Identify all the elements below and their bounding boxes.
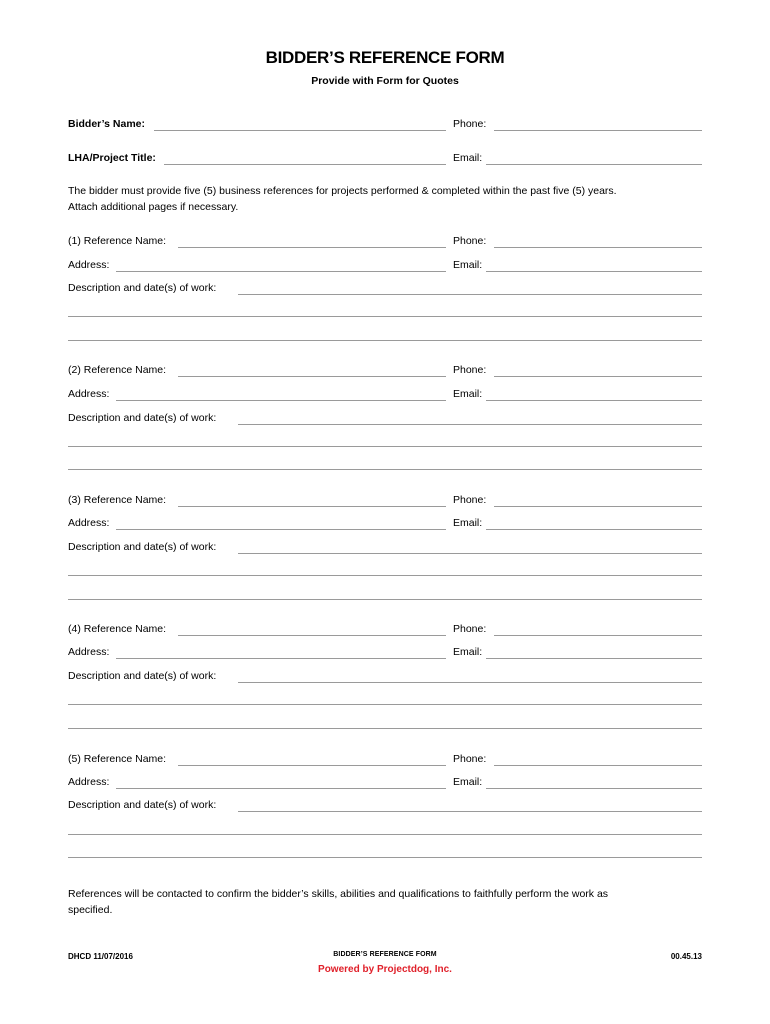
reference-address-label: Address: xyxy=(68,388,110,400)
reference-address-field[interactable] xyxy=(116,658,446,659)
reference-phone-field[interactable] xyxy=(494,506,702,507)
reference-email-label: Email: xyxy=(453,517,483,529)
reference-description-line[interactable] xyxy=(68,728,702,729)
reference-description-row xyxy=(68,411,702,427)
reference-email-field[interactable] xyxy=(486,271,702,272)
reference-name-label: (1) Reference Name: xyxy=(68,235,167,247)
reference-address-label: Address: xyxy=(68,259,110,271)
reference-description-label: Description and date(s) of work: xyxy=(68,799,217,811)
project-title-label: LHA/Project Title: xyxy=(68,152,156,164)
reference-description-line[interactable] xyxy=(68,704,702,705)
reference-name-row xyxy=(68,493,702,509)
reference-phone-label: Phone: xyxy=(453,623,487,635)
reference-description-line[interactable] xyxy=(68,857,702,858)
reference-address-row xyxy=(68,645,702,661)
reference-address-row xyxy=(68,387,702,403)
bidder-name-field[interactable] xyxy=(154,130,446,131)
powered-by-link[interactable]: Powered by Projectdog, Inc. xyxy=(318,964,452,975)
reference-description-field[interactable] xyxy=(238,553,702,554)
reference-description-line[interactable] xyxy=(68,469,702,470)
reference-name-field[interactable] xyxy=(178,506,446,507)
reference-description-label: Description and date(s) of work: xyxy=(68,282,217,294)
reference-description-line[interactable] xyxy=(68,834,702,835)
reference-description-field[interactable] xyxy=(238,682,702,683)
reference-phone-field[interactable] xyxy=(494,376,702,377)
reference-phone-label: Phone: xyxy=(453,364,487,376)
closing-line-2: specified. xyxy=(68,904,113,916)
reference-name-row xyxy=(68,234,702,250)
reference-email-label: Email: xyxy=(453,388,483,400)
reference-address-field[interactable] xyxy=(116,271,446,272)
reference-phone-field[interactable] xyxy=(494,635,702,636)
project-title-field[interactable] xyxy=(164,164,446,165)
reference-description-field[interactable] xyxy=(238,424,702,425)
reference-description-row xyxy=(68,281,702,297)
reference-phone-label: Phone: xyxy=(453,235,487,247)
reference-description-line[interactable] xyxy=(68,340,702,341)
reference-email-field[interactable] xyxy=(486,658,702,659)
reference-name-field[interactable] xyxy=(178,635,446,636)
reference-phone-field[interactable] xyxy=(494,247,702,248)
reference-address-field[interactable] xyxy=(116,788,446,789)
reference-name-field[interactable] xyxy=(178,247,446,248)
reference-address-label: Address: xyxy=(68,646,110,658)
reference-address-field[interactable] xyxy=(116,400,446,401)
reference-address-label: Address: xyxy=(68,776,110,788)
reference-phone-label: Phone: xyxy=(453,753,487,765)
footer-date: DHCD 11/07/2016 xyxy=(68,952,133,961)
instructions xyxy=(68,183,708,215)
reference-email-label: Email: xyxy=(453,646,483,658)
instructions-line-1: The bidder must provide five (5) business references for projects performed & completed within the past five (5) years. xyxy=(68,185,617,197)
reference-description-line[interactable] xyxy=(68,599,702,600)
reference-email-field[interactable] xyxy=(486,529,702,530)
bidder-phone-label: Phone: xyxy=(453,118,487,130)
reference-phone-label: Phone: xyxy=(453,494,487,506)
bidder-email-label: Email: xyxy=(453,152,483,164)
footer-code: 00.45.13 xyxy=(670,952,702,961)
reference-email-label: Email: xyxy=(453,776,483,788)
reference-description-label: Description and date(s) of work: xyxy=(68,412,217,424)
reference-name-label: (4) Reference Name: xyxy=(68,623,167,635)
reference-description-line[interactable] xyxy=(68,446,702,447)
bidder-phone-field[interactable] xyxy=(494,130,702,131)
reference-description-line[interactable] xyxy=(68,316,702,317)
closing-note xyxy=(68,886,708,918)
instructions-line-2: Attach additional pages if necessary. xyxy=(68,201,239,213)
reference-name-label: (3) Reference Name: xyxy=(68,494,167,506)
reference-description-label: Description and date(s) of work: xyxy=(68,541,217,553)
bidder-name-label: Bidder’s Name: xyxy=(68,118,146,130)
reference-email-field[interactable] xyxy=(486,788,702,789)
reference-name-row xyxy=(68,363,702,379)
reference-address-row xyxy=(68,775,702,791)
footer-form-name: BIDDER’S REFERENCE FORM xyxy=(333,951,437,958)
reference-name-field[interactable] xyxy=(178,765,446,766)
reference-description-field[interactable] xyxy=(238,811,702,812)
reference-name-label: (5) Reference Name: xyxy=(68,753,167,765)
bidder-name-row xyxy=(68,117,702,133)
bidder-email-field[interactable] xyxy=(486,164,702,165)
reference-email-label: Email: xyxy=(453,259,483,271)
reference-name-row xyxy=(68,622,702,638)
reference-email-field[interactable] xyxy=(486,400,702,401)
reference-name-label: (2) Reference Name: xyxy=(68,364,167,376)
page-title: BIDDER’S REFERENCE FORM xyxy=(265,48,505,67)
reference-address-row xyxy=(68,516,702,532)
reference-name-row xyxy=(68,752,702,768)
reference-description-row xyxy=(68,669,702,685)
reference-description-row xyxy=(68,540,702,556)
project-title-row xyxy=(68,151,702,167)
page-subtitle: Provide with Form for Quotes xyxy=(311,75,459,87)
reference-description-line[interactable] xyxy=(68,575,702,576)
reference-description-row xyxy=(68,798,702,814)
reference-description-field[interactable] xyxy=(238,294,702,295)
reference-address-label: Address: xyxy=(68,517,110,529)
reference-address-row xyxy=(68,258,702,274)
closing-line-1: References will be contacted to confirm the bidder’s skills, abilities and qualifications to faithfully perform the work as xyxy=(68,888,609,900)
reference-address-field[interactable] xyxy=(116,529,446,530)
reference-description-label: Description and date(s) of work: xyxy=(68,670,217,682)
reference-phone-field[interactable] xyxy=(494,765,702,766)
reference-name-field[interactable] xyxy=(178,376,446,377)
